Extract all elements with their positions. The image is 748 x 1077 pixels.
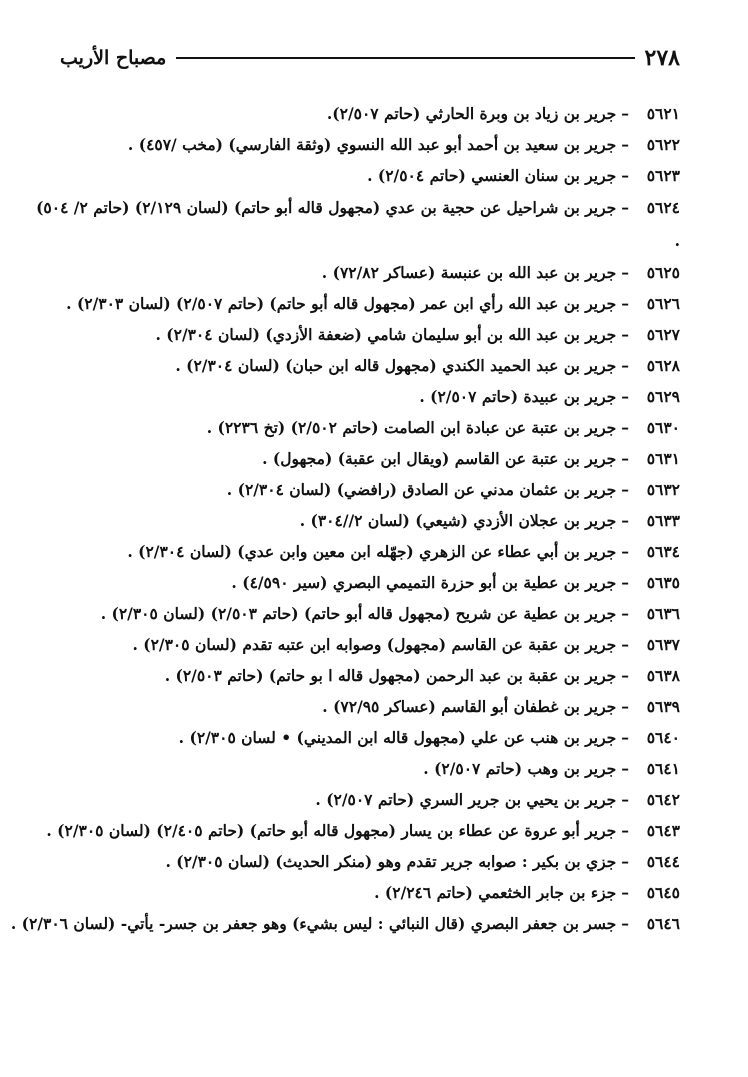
entry-number: ٥٦٣٩ (646, 697, 680, 716)
entry-dash: – (621, 480, 629, 499)
entry-dash: – (621, 728, 629, 747)
entry-number: ٥٦٤٣ (646, 821, 680, 840)
entry-number: ٥٦٤٠ (646, 728, 680, 747)
entry-text: جرير بن عبد الله بن عنبسة (عساكر ٧٢/٨٢) . (321, 263, 617, 282)
entry-text: جزي بن بكير : صوابه جرير تقدم وهو (منكر الحديث) (لسان ٢/٣٠٥) . (165, 852, 617, 871)
entry-text: جرير بن عطية بن أبو حزرة التميمي البصري (سير ٤/٥٩٠) . (231, 573, 617, 592)
entry-dash: – (621, 511, 629, 530)
entry (30, 257, 680, 288)
entry (30, 536, 680, 567)
entry-number: ٥٦٣٦ (646, 604, 680, 623)
entry-text: جزء بن جابر الخثعمي (حاتم ٢/٢٤٦) . (374, 883, 617, 902)
entry-text: جرير بن يحيي بن جرير السري (حاتم ٢/٥٠٧) . (315, 790, 617, 809)
entry-text: جرير بن عبد الحميد الكندي (مجهول قاله ابن حبان) (لسان ٢/٣٠٤) . (175, 356, 617, 375)
entry-list (10, 98, 680, 939)
entry-dash: – (621, 135, 629, 154)
entry-text: جرير بن عبد الله رأي ابن عمر (مجهول قاله أبو حاتم) (حاتم ٢/٥٠٧) (لسان ٢/٣٠٣) . (66, 294, 617, 313)
entry-dash: – (621, 852, 629, 871)
entry-number: ٥٦٢٦ (646, 294, 680, 313)
entry-text: جرير بن عطية عن شريح (مجهول قاله أبو حاتم) (حاتم ٢/٥٠٣) (لسان ٢/٣٠٥) . (100, 604, 617, 623)
entry-text: جرير بن زياد بن وبرة الحارثي (حاتم ٢/٥٠٧). (326, 104, 617, 123)
entry-text: جرير بن غطفان أبو القاسم (عساكر ٧٢/٩٥) . (322, 697, 617, 716)
entry-text: جرير بن عتبة عن القاسم (ويقال ابن عقبة) (مجهول) . (262, 449, 617, 468)
entry-number: ٥٦٤٢ (646, 790, 680, 809)
entry (30, 567, 680, 598)
entry (30, 784, 680, 815)
entry-number: ٥٦٤١ (646, 759, 680, 778)
entry (30, 629, 680, 660)
entry (30, 691, 680, 722)
entry (30, 98, 680, 129)
entry-dash: – (621, 294, 629, 313)
entry-number: ٥٦٢٨ (646, 356, 680, 375)
entry (30, 319, 680, 350)
entry-number: ٥٦٣٤ (646, 542, 680, 561)
entry-text: جرير بن سعيد بن أحمد أبو عبد الله النسوي (وثقة الفارسي) (مخب /٤٥٧) . (127, 135, 617, 154)
entry (30, 753, 680, 784)
entry-text: جرير بن عثمان مدني عن الصادق (رافضي) (لسان ٢/٣٠٤) . (226, 480, 617, 499)
entry (30, 412, 680, 443)
entry (30, 129, 680, 160)
entry (30, 877, 680, 908)
entry-number: ٥٦٢١ (646, 104, 680, 123)
entry (30, 722, 680, 753)
header-rule (176, 57, 634, 59)
entry (30, 350, 680, 381)
entry-dash: – (621, 418, 629, 437)
page-header (60, 42, 680, 74)
entry-number: ٥٦٢٩ (646, 387, 680, 406)
entry-number: ٥٦٢٧ (646, 325, 680, 344)
entry-dash: – (621, 198, 629, 217)
entry-dash: – (621, 821, 629, 840)
entry-dash: – (621, 166, 629, 185)
entry-text: جرير بن عقبة بن عبد الرحمن (مجهول قاله ا بو حاتم) (حاتم ٢/٥٠٣) . (164, 666, 617, 685)
entry-number: ٥٦٢٤ (646, 198, 680, 217)
entry-dash: – (621, 387, 629, 406)
entry-number: ٥٦٤٤ (646, 852, 680, 871)
entry-dash: – (621, 790, 629, 809)
entry-number: ٥٦٢٣ (646, 166, 680, 185)
page-number: ٢٧٨ (644, 45, 680, 71)
entry-number: ٥٦٣٣ (646, 511, 680, 530)
entry-number: ٥٦٢٢ (646, 135, 680, 154)
entry-number: ٥٦٤٥ (646, 883, 680, 902)
entry-dash: – (621, 573, 629, 592)
entry-dash: – (621, 356, 629, 375)
entry-dash: – (621, 697, 629, 716)
entry-text: جرير بن شراحيل عن حجية بن عدي (مجهول قاله أبو حاتم) (لسان ٢/١٢٩) (حاتم ٢/ ٥٠٤) . (36, 198, 680, 250)
entry-number: ٥٦٣٧ (646, 635, 680, 654)
entry-text: جرير بن عجلان الأزدي (شيعي) (لسان ٢//٣٠٤) . (299, 511, 617, 530)
book-title: مصباح الأريب (60, 47, 167, 69)
entry-number: ٥٦٤٦ (646, 914, 680, 933)
entry (30, 815, 680, 846)
entry-number: ٥٦٣٢ (646, 480, 680, 499)
entry-dash: – (621, 449, 629, 468)
entry (30, 846, 680, 877)
entry-dash: – (621, 263, 629, 282)
entry-number: ٥٦٣٠ (646, 418, 680, 437)
entry-text: جرير بن عقبة عن القاسم (مجهول) وصوابه ابن عتبه تقدم (لسان ٢/٣٠٥) . (132, 635, 617, 654)
entry-text: جرير بن أبي عطاء عن الزهري (جهّله ابن معين وابن عدي) (لسان ٢/٣٠٤) . (127, 542, 617, 561)
entry (30, 443, 680, 474)
entry (30, 660, 680, 691)
entry-text: جرير أبو عروة عن عطاء بن يسار (مجهول قاله أبو حاتم) (حاتم ٢/٤٠٥) (لسان ٢/٣٠٥) . (46, 821, 617, 840)
entry (30, 160, 680, 191)
entry-number: ٥٦٣١ (646, 449, 680, 468)
entry-number: ٥٦٢٥ (646, 263, 680, 282)
entry-text: جرير بن عبيدة (حاتم ٢/٥٠٧) . (419, 387, 617, 406)
entry-number: ٥٦٣٥ (646, 573, 680, 592)
entry (30, 505, 680, 536)
entry-text: جسر بن جعفر البصري (قال النبائي : ليس بشيء) وهو جعفر بن جسر- يأتي- (لسان ٢/٣٠٦) . (10, 914, 617, 933)
entry-dash: – (621, 325, 629, 344)
entry (30, 191, 680, 257)
entry-dash: – (621, 759, 629, 778)
entry-dash: – (621, 883, 629, 902)
entry-text: جرير بن عبد الله بن أبو سليمان شامي (ضعفة الأزدي) (لسان ٢/٣٠٤) . (155, 325, 617, 344)
entry (30, 381, 680, 412)
entry-text: جرير بن عتبة عن عبادة ابن الصامت (حاتم ٢/٥٠٢) (تخ ٢٢٣٦) . (206, 418, 617, 437)
entry-number: ٥٦٣٨ (646, 666, 680, 685)
entry-text: جرير بن هنب عن علي (مجهول قاله ابن المديني) • لسان ٢/٣٠٥) . (178, 728, 617, 747)
entry-dash: – (621, 914, 629, 933)
entry-dash: – (621, 542, 629, 561)
entry-text: جرير بن وهب (حاتم ٢/٥٠٧) . (423, 759, 617, 778)
entry (30, 288, 680, 319)
entry (10, 908, 680, 939)
entry (30, 598, 680, 629)
entry (30, 474, 680, 505)
entry-dash: – (621, 604, 629, 623)
entry-dash: – (621, 104, 629, 123)
entry-dash: – (621, 666, 629, 685)
entry-dash: – (621, 635, 629, 654)
entry-text: جرير بن سنان العنسي (حاتم ٢/٥٠٤) . (367, 166, 617, 185)
